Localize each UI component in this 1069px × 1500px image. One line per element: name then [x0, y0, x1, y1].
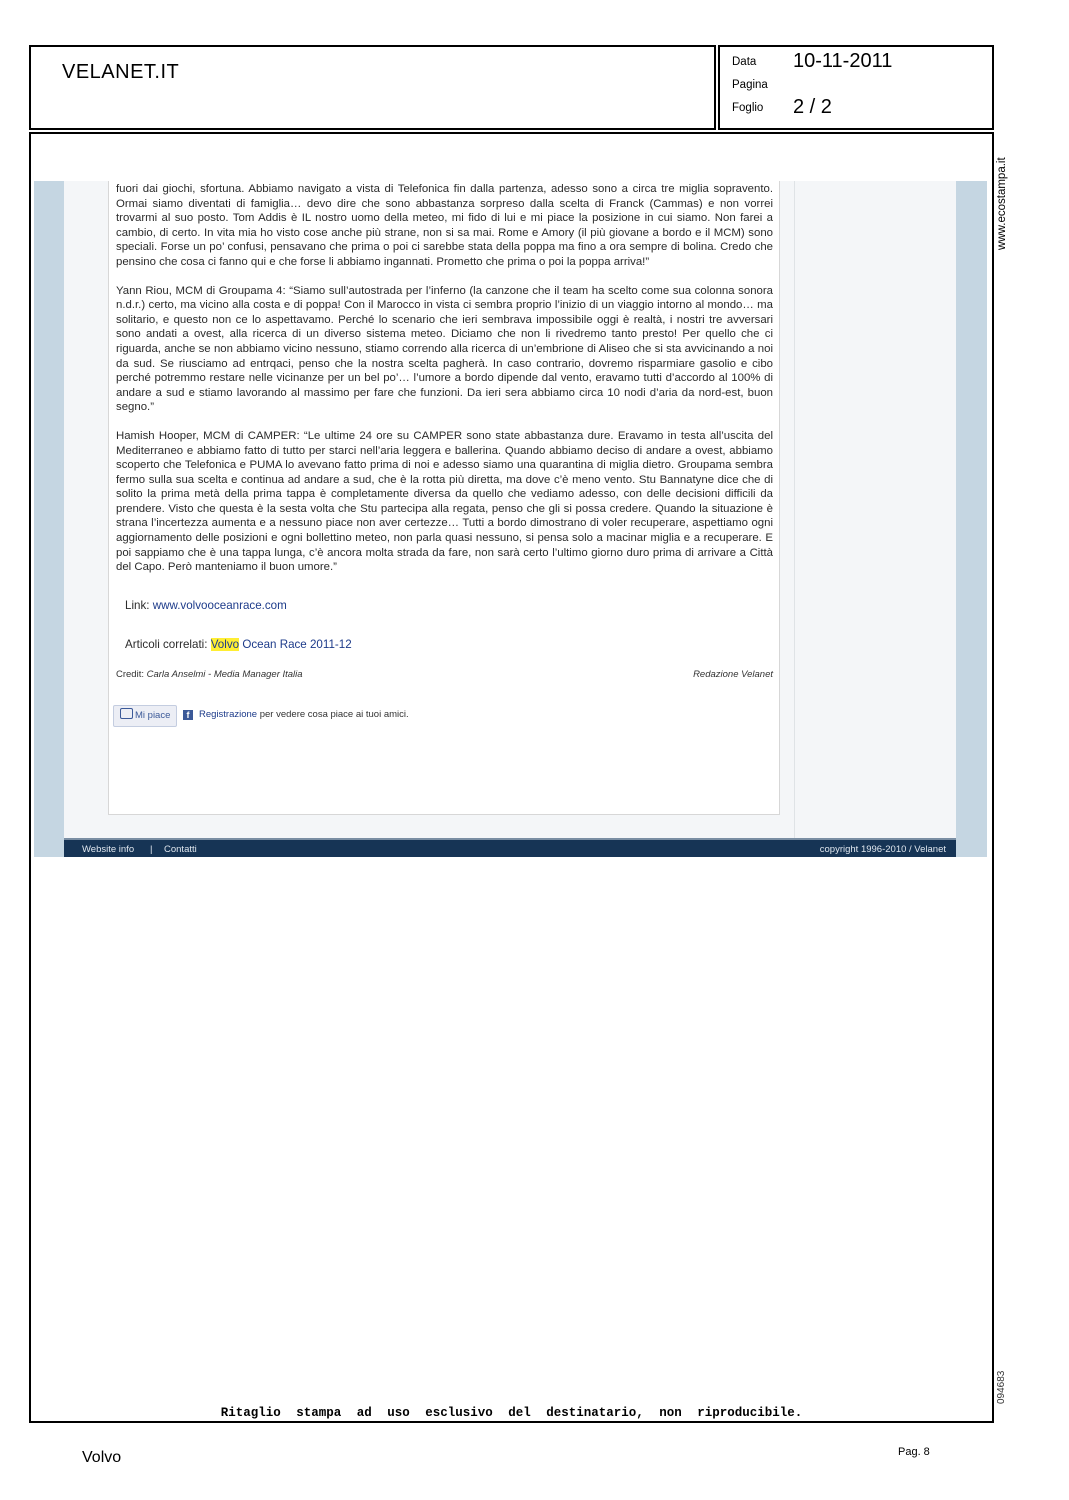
related-highlight-link[interactable]: Volvo [210, 637, 240, 651]
bottom-label: Volvo [82, 1449, 122, 1466]
article-paragraph: fuori dai giochi, sfortuna. Abbiamo navigato a vista di Telefonica fin dalla partenza, adesso sono a circa tre miglia sopravento. Ormai siamo diventati di famiglia… devo dire che sono abbastanza sorpreso dalla scelta di Franck (Cammas) e non vorrei trovarmi al suo posto. Tom Addis è IL nostro uomo della meteo, mi fido di lui e mi piace la posizione in cui siamo. Non farei a cambio, di certo. In vita mia ho visto cose anche più strane, non si sa mai. Rome e Amory (il più giovane a bordo e il MCM) sono speciali. Forse un po’ confusi, pensavano che prima o poi ci sarebbe stata della poppa ma fino a ora sempre di bolina. Credo che pensino che cosa ci fanno qui e che forse li abbiamo ingannati. Prometto che prima o poi la poppa arriva!” [116, 183, 773, 268]
thumbs-up-icon [120, 708, 133, 719]
foglio-value: 2 / 2 [793, 96, 832, 118]
article-content [108, 181, 780, 815]
disclaimer: Ritaglio stampa ad uso esclusivo del destinatario, non riproducibile. [220, 1406, 803, 1420]
pagina-label: Pagina [732, 79, 768, 91]
footer-separator: | [150, 844, 153, 855]
website-screenshot [34, 181, 987, 857]
side-url: www.ecostampa.it [996, 157, 1008, 250]
credit-row [116, 669, 773, 683]
header-meta-box [718, 45, 994, 130]
like-label: Mi piace [135, 709, 171, 721]
external-link[interactable]: www.volvooceanrace.com [152, 598, 287, 612]
social-row [113, 705, 779, 727]
website-page [64, 181, 956, 838]
right-column-divider [794, 181, 795, 838]
page-number: Pag. 8 [898, 1446, 930, 1458]
credit-value: Carla Anselmi - Media Manager Italia [146, 668, 303, 680]
facebook-icon: f [183, 710, 193, 720]
related-label: Articoli correlati: [125, 637, 208, 651]
credit-label: Credit: [116, 668, 144, 680]
article-paragraph: Hamish Hooper, MCM di CAMPER: “Le ultime 24 ore su CAMPER sono state abbastanza dure. Eravamo in testa all’uscita del Mediterraneo e abbiamo fatto di tutto per starci nell’aria leggera e ballerina. Quando abbiamo deciso di andare a ovest, abbiamo scoperto che Telefonica e PUMA lo avevano fatto prima di noi e adesso siamo una quarantina di miglia dietro. Groupama sembra fermo sulla sua scelta e continua ad andare a sud, che è la rotta più diretta, ma dove c’è meno vento. Stu Bannatyne dice che di solito la prima metà della prima tappa è completamente diversa da quello che vediamo adesso, con delle decisioni difficili da prendere. Visto che questa è la sesta volta che Stu partecipa alla regata, penso che gli si possa credere. Quando la situazione è strana l’incertezza aumenta e a nessuno piace non aver certezze… Tutti a bordo dimostrano di voler recuperare, aspettiamo ogni aggiornamento delle posizioni e ogni bollettino meteo, non parla quasi nessuno, si pensa solo a macinar miglia e a recuperare. E poi sappiamo che è una tappa lunga, c’è ancora molta strada da fare, non sarà certo l’ultimo giorno duro prima di arrivare a Città del Capo. Però manteniamo il buon umore.” [116, 429, 773, 574]
related-articles-line [125, 638, 779, 651]
header-title-box [29, 45, 716, 130]
link-line [125, 599, 779, 612]
register-rest: per vedere cosa piace ai tuoi amici. [259, 708, 409, 720]
masthead: VELANET.IT [62, 61, 180, 83]
data-value: 10-11-2011 [793, 50, 893, 72]
foglio-label: Foglio [732, 102, 764, 114]
site-footer [64, 838, 956, 857]
copyright-text: copyright 1996-2010 / Velanet [819, 844, 946, 855]
related-link[interactable]: Ocean Race 2011-12 [242, 637, 352, 651]
redazione-label: Redazione Velanet [693, 668, 773, 680]
website-info-link[interactable]: Website info [82, 844, 135, 855]
like-button[interactable] [113, 705, 177, 727]
contatti-link[interactable]: Contatti [164, 844, 197, 855]
data-label: Data [732, 56, 757, 68]
article-paragraph: Yann Riou, MCM di Groupama 4: “Siamo sull’autostrada per l’inferno (la canzone che il team ha scelto come sua colonna sonora n.d.r.) certo, ma vicino alla costa e di poppa! Con il Marocco in vista ci sembra proprio l’inizio di un viaggio intorno al mondo… ma solitario, e questo non ce lo aspettavamo. Perché lo scenario che ieri sembrava impossibile oggi è realtà, i nostri tre avversari sono andati a ovest, alla ricerca di un diverso sistema meteo. Diciamo che non li rivedremo tanto presto! Per quello che ci riguarda, anche se non abbiamo vicino nessuno, stiamo correndo alla ricerca di un’embrione di Aliseo che si sta avvicinando a noi da sud. Se riusciamo ad entrqaci, penso che la nostra scelta pagherà. In caso contrario, dovremo risparmiare gasolio e cibo perché potremmo restare nelle vicinanze per un bel po’… l’umore a bordo dipende dal vento, eravamo tutti d’accordo al 100% di andare a sud e stiamo lavorando al massimo per fare che funzioni. Da ieri sera abbiamo circa 10 nodi d’aria da nord-est, buon segno.” [116, 284, 773, 414]
register-link[interactable]: Registrazione [199, 708, 258, 720]
side-code: 094683 [996, 1370, 1007, 1404]
register-text [199, 709, 409, 720]
link-label: Link: [125, 598, 150, 612]
